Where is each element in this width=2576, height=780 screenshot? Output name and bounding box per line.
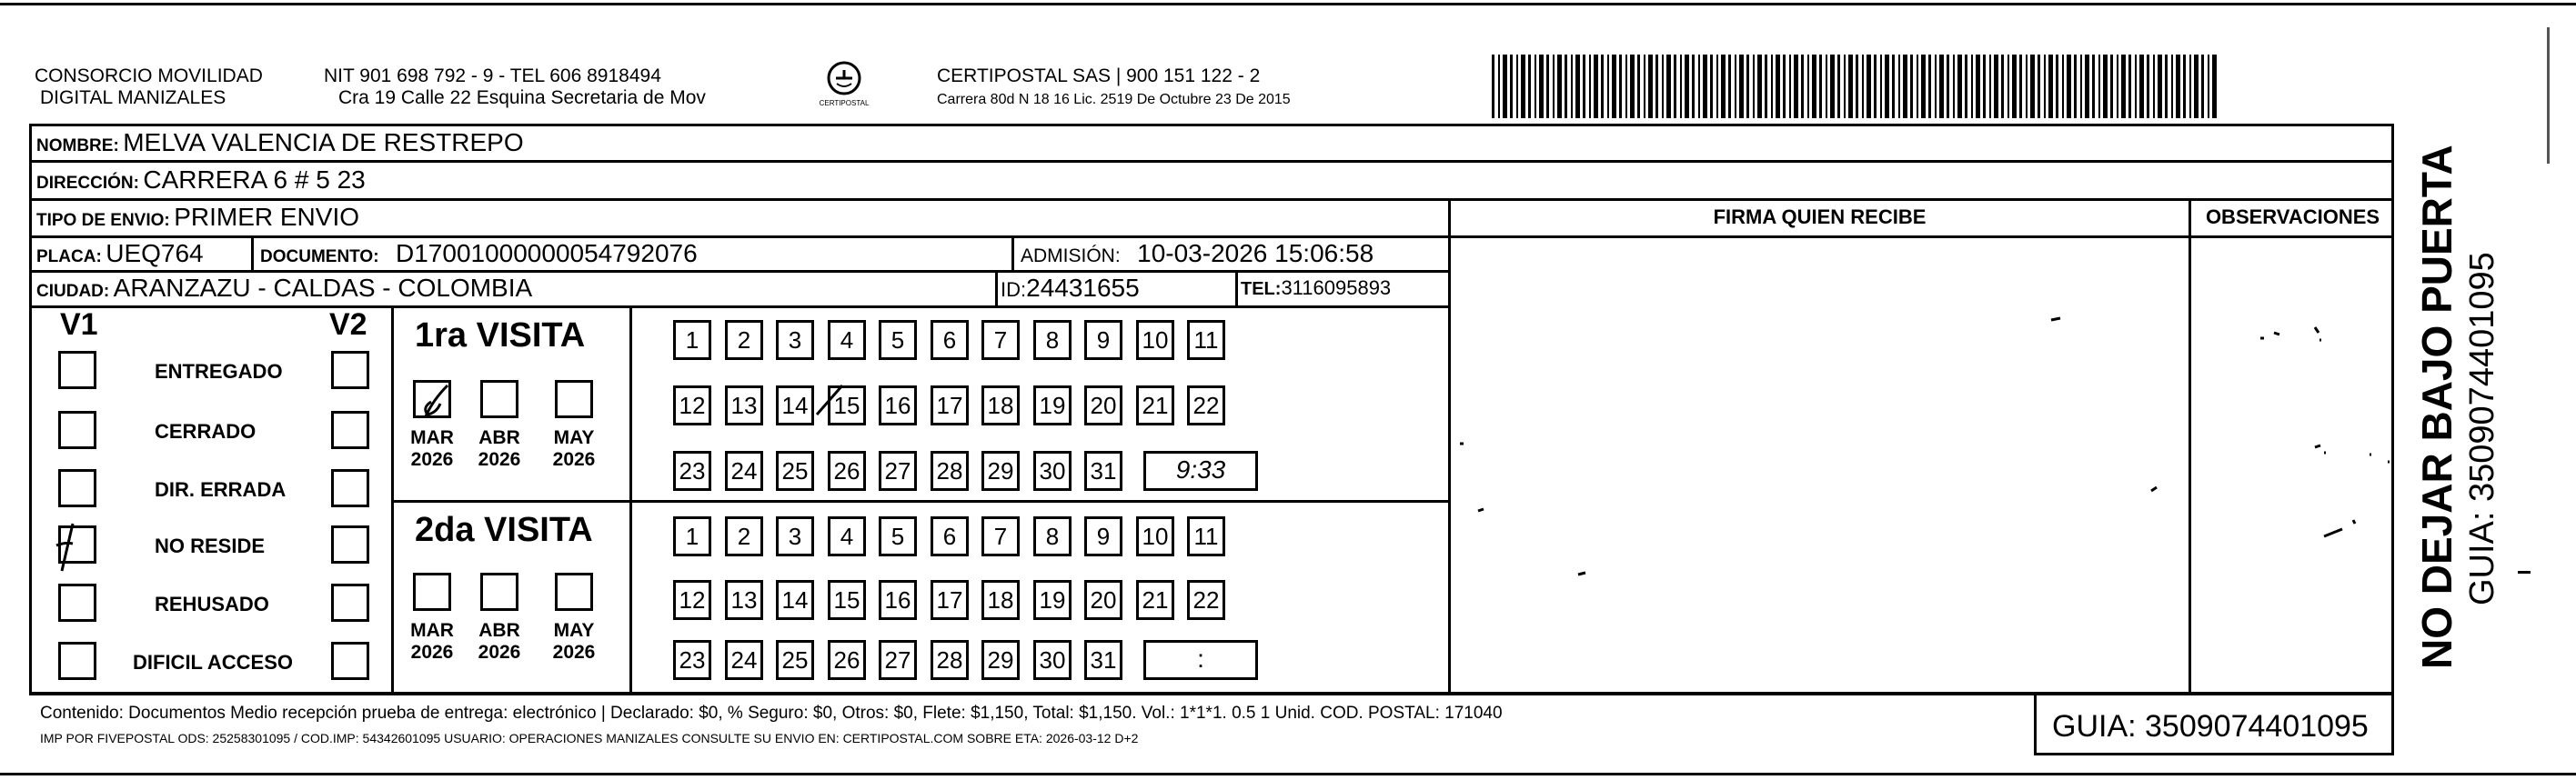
- v2-checkbox[interactable]: [331, 584, 369, 622]
- second-visit-day-box[interactable]: 18: [981, 580, 1020, 620]
- month-checkbox[interactable]: [480, 573, 518, 611]
- first-visit-day-box[interactable]: 23: [673, 451, 711, 491]
- month-year: 2026: [552, 642, 596, 663]
- first-visit-day-box[interactable]: 1: [673, 320, 711, 360]
- guia-box-number: GUIA: 3509074401095: [2052, 709, 2369, 744]
- second-visit-day-box[interactable]: 26: [828, 640, 866, 680]
- second-visit-day-box[interactable]: 28: [931, 640, 969, 680]
- second-visit-day-box[interactable]: 12: [673, 580, 711, 620]
- row-divider: [29, 693, 2394, 695]
- certipostal-logo-icon: [812, 58, 876, 113]
- month-label: [542, 427, 606, 471]
- first-visit-day-box[interactable]: 19: [1033, 385, 1072, 425]
- second-visit-day-box[interactable]: 23: [673, 640, 711, 680]
- month-label: [400, 620, 464, 664]
- month-name: ABR: [478, 427, 520, 448]
- month-label: [468, 427, 531, 471]
- tel-cell: [1241, 273, 1391, 306]
- second-visit-day-box[interactable]: 22: [1187, 580, 1225, 620]
- month-year: 2026: [552, 449, 596, 470]
- documento-label: DOCUMENTO:: [260, 247, 379, 266]
- second-visit-day-box[interactable]: 15: [828, 580, 866, 620]
- v2-checkbox[interactable]: [331, 411, 369, 449]
- month-year: 2026: [478, 642, 521, 663]
- direccion-value: CARRERA 6 # 5 23: [143, 165, 366, 194]
- first-visit-day-box[interactable]: 24: [725, 451, 763, 491]
- documento-cell: [260, 238, 698, 274]
- id-value: 24431655: [1026, 274, 1140, 302]
- first-visit-day-box[interactable]: 11: [1187, 320, 1225, 360]
- first-visit-day-box[interactable]: 25: [776, 451, 814, 491]
- first-visit-title: 1ra VISITA: [415, 316, 586, 355]
- first-visit-day-box[interactable]: 31: [1084, 451, 1122, 491]
- ciudad-cell: [36, 273, 532, 308]
- second-visit-day-box[interactable]: 25: [776, 640, 814, 680]
- second-visit-day-box[interactable]: 19: [1033, 580, 1072, 620]
- second-visit-day-box[interactable]: 29: [981, 640, 1020, 680]
- direccion-label: DIRECCIÓN:: [36, 174, 139, 193]
- side-guia-number: GUIA: 3509074401095: [2463, 252, 2501, 605]
- first-visit-day-box[interactable]: 21: [1136, 385, 1174, 425]
- first-visit-day-box[interactable]: 3: [776, 320, 814, 360]
- edge-mark: [2547, 27, 2550, 164]
- month-name: MAR: [410, 620, 454, 641]
- top-tear-edge: [0, 0, 2576, 13]
- v1-checkbox[interactable]: [58, 584, 96, 622]
- ciudad-label: CIUDAD:: [36, 282, 110, 301]
- first-visit-day-box[interactable]: 30: [1033, 451, 1072, 491]
- first-visit-day-box[interactable]: 4: [828, 320, 866, 360]
- first-visit-day-box[interactable]: 15: [828, 385, 866, 425]
- v1-checkbox[interactable]: [58, 411, 96, 449]
- first-visit-day-box[interactable]: 10: [1136, 320, 1174, 360]
- tipo-envio-row: [36, 202, 359, 237]
- second-visit-day-box[interactable]: 5: [879, 516, 917, 556]
- first-visit-day-box[interactable]: 6: [931, 320, 969, 360]
- id-label: ID:: [1001, 278, 1027, 301]
- footer-imp-line: IMP POR FIVEPOSTAL ODS: 25258301095 / COD.IMP: 54342601095 USUARIO: OPERACIONES MANIZALES CONSULTE SU ENVIO EN: CERTIPOSTAL.COM SOBRE ETA: 2026-03-12 D+2: [40, 731, 1139, 745]
- footer-content-line: Contenido: Documentos Medio recepción prueba de entrega: electrónico | Declarado: $0, % Seguro: $0, Otros: $0, Flete: $1,150, Total: $1,150. Vol.: 1*1*1. 0.5 1 Unid. COD. POSTAL: 171040: [40, 704, 1503, 723]
- id-cell: [1001, 273, 1140, 308]
- logo-text: CERTIPOSTAL: [819, 99, 870, 107]
- status-label: DIR. ERRADA: [155, 478, 287, 501]
- firma-quien-recibe-label: FIRMA QUIEN RECIBE: [1713, 205, 1927, 228]
- second-visit-day-box[interactable]: 8: [1033, 516, 1072, 556]
- second-visit-day-box[interactable]: 21: [1136, 580, 1174, 620]
- first-visit-day-box[interactable]: 17: [931, 385, 969, 425]
- first-visit-day-box[interactable]: 14: [776, 385, 814, 425]
- footer-bottom-rule: [2034, 753, 2394, 755]
- footer-divider: [2034, 693, 2037, 755]
- second-visit-day-box[interactable]: 30: [1033, 640, 1072, 680]
- second-visit-day-box[interactable]: 10: [1136, 516, 1174, 556]
- first-visit-day-box[interactable]: 16: [879, 385, 917, 425]
- nit-line: NIT 901 698 792 - 9 - TEL 606 8918494: [324, 65, 661, 86]
- certipostal-line-1: CERTIPOSTAL SAS | 900 151 122 - 2: [937, 65, 1261, 86]
- month-year: 2026: [478, 449, 521, 470]
- first-visit-day-box[interactable]: 9: [1084, 320, 1122, 360]
- direccion-row: [36, 165, 366, 200]
- second-visit-day-box[interactable]: 16: [879, 580, 917, 620]
- v2-checkbox[interactable]: [331, 642, 369, 680]
- v1-checkbox[interactable]: [58, 469, 96, 507]
- first-visit-day-box[interactable]: 27: [879, 451, 917, 491]
- month-checkbox[interactable]: [555, 573, 593, 611]
- first-visit-day-box[interactable]: 26: [828, 451, 866, 491]
- cell-divider: [251, 235, 254, 271]
- second-visit-day-box[interactable]: 1: [673, 516, 711, 556]
- second-visit-day-box[interactable]: 13: [725, 580, 763, 620]
- no-dejar-bajo-puerta-text: NO DEJAR BAJO PUERTA: [2413, 145, 2460, 669]
- v1-checkbox[interactable]: [58, 642, 96, 680]
- company-line-2: DIGITAL MANIZALES: [40, 87, 226, 108]
- admision-cell: [1021, 238, 1374, 274]
- second-visit-day-box[interactable]: 9: [1084, 516, 1122, 556]
- month-year: 2026: [410, 449, 454, 470]
- side-mark: [2518, 571, 2531, 574]
- cell-divider: [1011, 235, 1014, 271]
- v2-checkbox[interactable]: [331, 469, 369, 507]
- second-visit-day-box[interactable]: 20: [1084, 580, 1122, 620]
- footer-right-rule: [2391, 693, 2394, 755]
- certipostal-details: [937, 65, 1291, 111]
- tipo-envio-value: PRIMER ENVIO: [174, 203, 360, 231]
- month-name: MAY: [553, 620, 595, 641]
- month-name: MAR: [410, 427, 454, 448]
- first-visit-day-box[interactable]: 8: [1033, 320, 1072, 360]
- first-visit-day-box[interactable]: 12: [673, 385, 711, 425]
- second-visit-day-box[interactable]: 31: [1084, 640, 1122, 680]
- first-visit-day-box[interactable]: 29: [981, 451, 1020, 491]
- month-checkbox[interactable]: [480, 380, 518, 418]
- certipostal-line-2: Carrera 80d N 18 16 Lic. 2519 De Octubre 23 De 2015: [937, 92, 1291, 107]
- visit-row-divider: [391, 500, 1450, 503]
- second-visit-day-box[interactable]: 7: [981, 516, 1020, 556]
- tipo-envio-label: TIPO DE ENVIO:: [36, 211, 170, 230]
- nombre-row: [36, 127, 524, 163]
- placa-cell: [36, 238, 204, 274]
- company-details: [324, 65, 706, 109]
- status-label: DIFICIL ACCESO: [133, 651, 294, 674]
- month-checkbox[interactable]: [413, 573, 451, 611]
- checkmark-no-reside-icon: [51, 518, 106, 573]
- observaciones-label: OBSERVACIONES: [2205, 205, 2380, 228]
- second-visit-day-box[interactable]: 27: [879, 640, 917, 680]
- placa-label: PLACA:: [36, 247, 102, 266]
- scan-specks: [1451, 238, 2391, 691]
- second-visit-day-box[interactable]: 17: [931, 580, 969, 620]
- checkmark-mar-icon: [413, 380, 468, 425]
- cell-divider: [995, 270, 998, 306]
- admision-label: ADMISIÓN:: [1021, 245, 1121, 266]
- status-label: REHUSADO: [155, 593, 269, 615]
- month-label: [468, 620, 531, 664]
- company-name: [35, 65, 263, 109]
- first-visit-day-box[interactable]: 20: [1084, 385, 1122, 425]
- month-year: 2026: [410, 642, 454, 663]
- first-visit-day-box[interactable]: 18: [981, 385, 1020, 425]
- v2-checkbox[interactable]: [331, 351, 369, 389]
- company-line-1: CONSORCIO MOVILIDAD: [35, 65, 263, 86]
- second-visit-day-box[interactable]: 2: [725, 516, 763, 556]
- cell-divider: [1235, 270, 1238, 306]
- tel-value: 3116095893: [1281, 276, 1392, 299]
- second-visit-time-field[interactable]: :: [1143, 640, 1258, 680]
- status-label: CERRADO: [155, 420, 257, 443]
- v1-checkbox[interactable]: [58, 351, 96, 389]
- second-visit-day-box[interactable]: 14: [776, 580, 814, 620]
- status-label: NO RESIDE: [155, 535, 266, 557]
- row-divider: [29, 198, 2394, 201]
- second-visit-day-box[interactable]: 11: [1187, 516, 1225, 556]
- bottom-tear-edge: [0, 765, 2576, 780]
- first-visit-time-field[interactable]: 9:33: [1143, 451, 1258, 491]
- admision-value: 10-03-2026 15:06:58: [1137, 239, 1374, 267]
- status-label: ENTREGADO: [155, 360, 283, 383]
- v2-label: V2: [329, 307, 367, 342]
- second-visit-day-box[interactable]: 4: [828, 516, 866, 556]
- first-visit-day-box[interactable]: 28: [931, 451, 969, 491]
- first-visit-day-box[interactable]: 2: [725, 320, 763, 360]
- v2-checkbox[interactable]: [331, 525, 369, 564]
- month-checkbox[interactable]: [555, 380, 593, 418]
- first-visit-day-box[interactable]: 13: [725, 385, 763, 425]
- v1-label: V1: [60, 307, 98, 342]
- second-visit-day-box[interactable]: 6: [931, 516, 969, 556]
- second-visit-title: 2da VISITA: [415, 511, 593, 549]
- month-label: [542, 620, 606, 664]
- first-visit-day-box[interactable]: 7: [981, 320, 1020, 360]
- first-visit-day-box[interactable]: 22: [1187, 385, 1225, 425]
- first-visit-day-box[interactable]: 5: [879, 320, 917, 360]
- documento-value: D17001000000054792076: [396, 239, 698, 267]
- placa-value: UEQ764: [106, 239, 204, 267]
- address-line: Cra 19 Calle 22 Esquina Secretaria de Mov: [338, 87, 706, 108]
- second-visit-day-box[interactable]: 3: [776, 516, 814, 556]
- tel-label: TEL:: [1241, 279, 1282, 299]
- month-name: MAY: [553, 427, 595, 448]
- second-visit-day-box[interactable]: 24: [725, 640, 763, 680]
- checkmark-day-14-icon: [811, 382, 848, 422]
- barcode: [1492, 55, 2219, 118]
- nombre-value: MELVA VALENCIA DE RESTREPO: [123, 128, 524, 156]
- month-name: ABR: [478, 620, 520, 641]
- nombre-label: NOMBRE:: [36, 136, 119, 155]
- certipostal-logo: [812, 58, 876, 113]
- month-label: [400, 427, 464, 471]
- ciudad-value: ARANZAZU - CALDAS - COLOMBIA: [113, 274, 533, 302]
